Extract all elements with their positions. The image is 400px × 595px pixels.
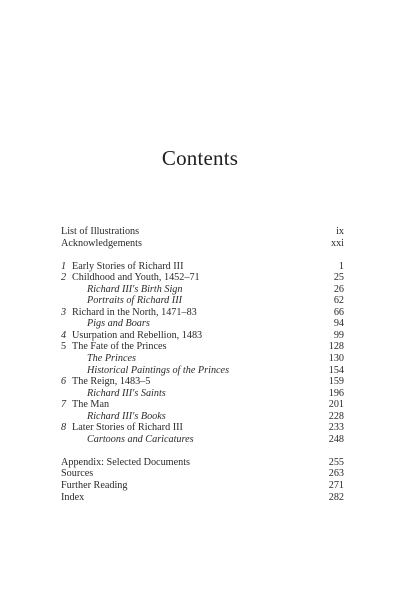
entry-page-number: 1 — [338, 260, 344, 272]
toc-entry-back-matter[interactable] — [61, 480, 344, 492]
toc-entry-subsection[interactable] — [61, 284, 344, 296]
section-gap — [61, 249, 344, 261]
toc-entry-chapter[interactable] — [61, 399, 344, 411]
entry-page-number: 26 — [333, 283, 344, 295]
entry-page-number: 159 — [328, 376, 344, 388]
chapter-number: 4 — [61, 329, 67, 341]
toc-entry-subsection[interactable] — [61, 388, 344, 400]
chapter-number: 1 — [61, 260, 67, 272]
entry-page-number: 282 — [328, 491, 344, 503]
entry-title: Cartoons and Caricatures — [87, 433, 194, 445]
chapter-number: 7 — [61, 399, 67, 411]
entry-page-number: 99 — [333, 329, 344, 341]
entry-page-number: 233 — [328, 422, 344, 434]
entry-title: Further Reading — [61, 480, 128, 492]
entry-page-number: 154 — [328, 364, 344, 376]
entry-title: The Man — [72, 399, 110, 411]
toc-entry-back-matter[interactable] — [61, 457, 344, 469]
entry-page-number: 130 — [328, 353, 344, 365]
entry-title: Sources — [61, 468, 94, 480]
chapter-number: 8 — [61, 422, 67, 434]
toc-entry-subsection[interactable] — [61, 353, 344, 365]
toc-entry-back-matter[interactable] — [61, 468, 344, 480]
entry-page-number: 94 — [333, 318, 344, 330]
entry-title: Later Stories of Richard III — [72, 422, 183, 434]
entry-title: The Reign, 1483–5 — [72, 376, 151, 388]
entry-title: Acknowledgements — [61, 237, 142, 249]
toc-entry-chapter[interactable] — [61, 272, 344, 284]
toc-entry-subsection[interactable] — [61, 365, 344, 377]
entry-title: Richard III's Books — [87, 410, 166, 422]
entry-page-number: 271 — [328, 480, 344, 492]
toc-entry-chapter[interactable] — [61, 376, 344, 388]
entry-page-number: 248 — [328, 433, 344, 445]
toc-entry-chapter[interactable] — [61, 261, 344, 273]
toc-entry-chapter[interactable] — [61, 307, 344, 319]
entry-page-number: 263 — [328, 468, 344, 480]
entry-title: Portraits of Richard III — [87, 295, 182, 307]
toc-entry-subsection[interactable] — [61, 295, 344, 307]
entry-title: Richard III's Birth Sign — [87, 283, 183, 295]
entry-page-number: ix — [336, 226, 344, 237]
entry-page-number: 196 — [328, 387, 344, 399]
entry-title: Early Stories of Richard III — [72, 260, 184, 272]
page-title: Contents — [161, 146, 239, 170]
toc-entry-chapter[interactable] — [61, 422, 344, 434]
toc-entry-chapter[interactable] — [61, 341, 344, 353]
entry-title: Richard in the North, 1471–83 — [72, 306, 197, 318]
toc-entry-subsection[interactable] — [61, 434, 344, 446]
entry-page-number: 62 — [333, 295, 344, 307]
toc-entry-subsection[interactable] — [61, 318, 344, 330]
entry-title: Richard III's Saints — [87, 387, 166, 399]
entry-page-number: 25 — [333, 272, 344, 284]
entry-page-number: 228 — [328, 410, 344, 422]
entry-title: The Fate of the Princes — [72, 341, 167, 353]
toc-entry-chapter[interactable] — [61, 330, 344, 342]
table-of-contents — [61, 226, 344, 503]
entry-page-number: 66 — [333, 306, 344, 318]
entry-page-number: 128 — [328, 341, 344, 353]
chapter-number: 5 — [61, 341, 67, 353]
toc-entry-subsection[interactable] — [61, 411, 344, 423]
entry-title: Appendix: Selected Documents — [61, 456, 191, 468]
chapter-number: 3 — [61, 306, 67, 318]
entry-title: Index — [61, 491, 85, 503]
entry-title: Historical Paintings of the Princes — [87, 364, 230, 376]
entry-page-number: 201 — [328, 399, 344, 411]
toc-entry-front-matter[interactable] — [61, 226, 344, 238]
entry-title: The Princes — [87, 353, 136, 365]
toc-entry-back-matter[interactable] — [61, 492, 344, 504]
chapter-number: 2 — [61, 272, 67, 284]
entry-page-number: 255 — [328, 456, 344, 468]
entry-title: Childhood and Youth, 1452–71 — [72, 272, 200, 284]
toc-entry-front-matter[interactable] — [61, 238, 344, 250]
chapter-number: 6 — [61, 376, 67, 388]
section-gap — [61, 445, 344, 457]
entry-page-number: xxi — [330, 237, 344, 249]
entry-title: Usurpation and Rebellion, 1483 — [72, 329, 203, 341]
entry-title: Pigs and Boars — [87, 318, 150, 330]
entry-title: List of Illustrations — [61, 226, 140, 237]
